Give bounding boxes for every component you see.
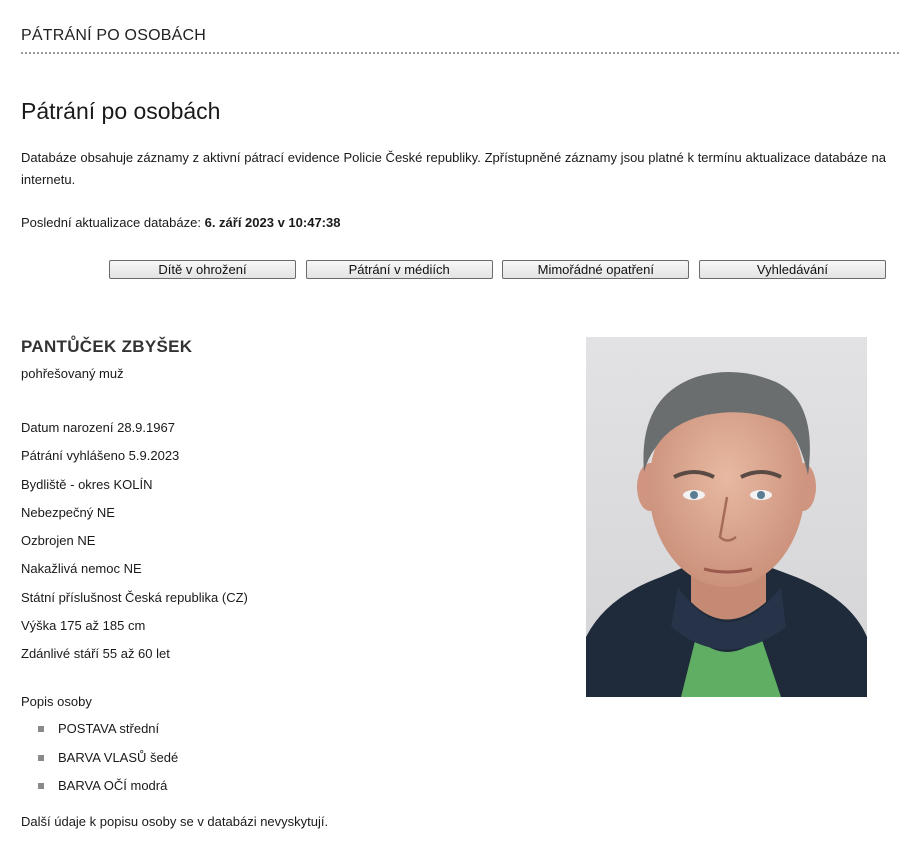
fact-contagious: Nakažlivá nemoc NE [21, 561, 142, 577]
tab-patrani-v-mediich[interactable]: Pátrání v médiích [306, 260, 493, 279]
fact-height: Výška 175 až 185 cm [21, 618, 146, 634]
tab-dite-v-ohrozeni[interactable]: Dítě v ohrožení [109, 260, 296, 279]
fact-dangerous: Nebezpečný NE [21, 504, 115, 520]
person-name: PANTŮČEK ZBYŠEK [21, 337, 193, 356]
tab-bar [109, 260, 886, 279]
list-item [38, 715, 178, 744]
bullet-icon [38, 755, 44, 761]
list-item [38, 772, 178, 801]
breadcrumb: PÁTRÁNÍ PO OSOBÁCH [21, 27, 206, 44]
person-status: pohřešovaný muž [21, 366, 124, 381]
last-update [21, 212, 340, 234]
intro-text: Databáze obsahuje záznamy z aktivní pátrací evidence Policie České republiky. Zpřístupněné záznamy jsou platné k termínu aktualizace databáze na internetu. [21, 150, 886, 187]
tab-vyhledavani[interactable]: Vyhledávání [699, 260, 886, 279]
person-facts [21, 417, 248, 672]
fact-search-declared: Pátrání vyhlášeno 5.9.2023 [21, 448, 180, 464]
fact-residence: Bydliště - okres KOLÍN [21, 476, 153, 492]
footnote: Další údaje k popisu osoby se v databázi nevyskytují. [21, 814, 329, 829]
bullet-icon [38, 726, 44, 732]
trait-hair-color: BARVA VLASŮ šedé [58, 749, 179, 765]
list-item [38, 744, 178, 773]
fact-apparent-age: Zdánlivé stáří 55 až 60 let [21, 646, 170, 662]
page-title: Pátrání po osobách [21, 98, 221, 124]
fact-armed: Ozbrojen NE [21, 533, 96, 549]
last-update-label: Poslední aktualizace databáze: [21, 215, 201, 230]
bullet-icon [38, 783, 44, 789]
tab-mimoradne-opatreni[interactable]: Mimořádné opatření [502, 260, 689, 279]
fact-nationality: Státní příslušnost Česká republika (CZ) [21, 589, 248, 605]
trait-build: POSTAVA střední [58, 721, 160, 737]
person-photo-image [586, 337, 867, 697]
person-photo [586, 337, 867, 697]
fact-birth-date: Datum narození 28.9.1967 [21, 420, 175, 435]
trait-eye-color: BARVA OČÍ modrá [58, 778, 168, 794]
last-update-value: 6. září 2023 v 10:47:38 [204, 215, 341, 230]
breadcrumb-bar [21, 27, 899, 54]
description-list [38, 715, 178, 801]
description-title: Popis osoby [21, 694, 92, 709]
